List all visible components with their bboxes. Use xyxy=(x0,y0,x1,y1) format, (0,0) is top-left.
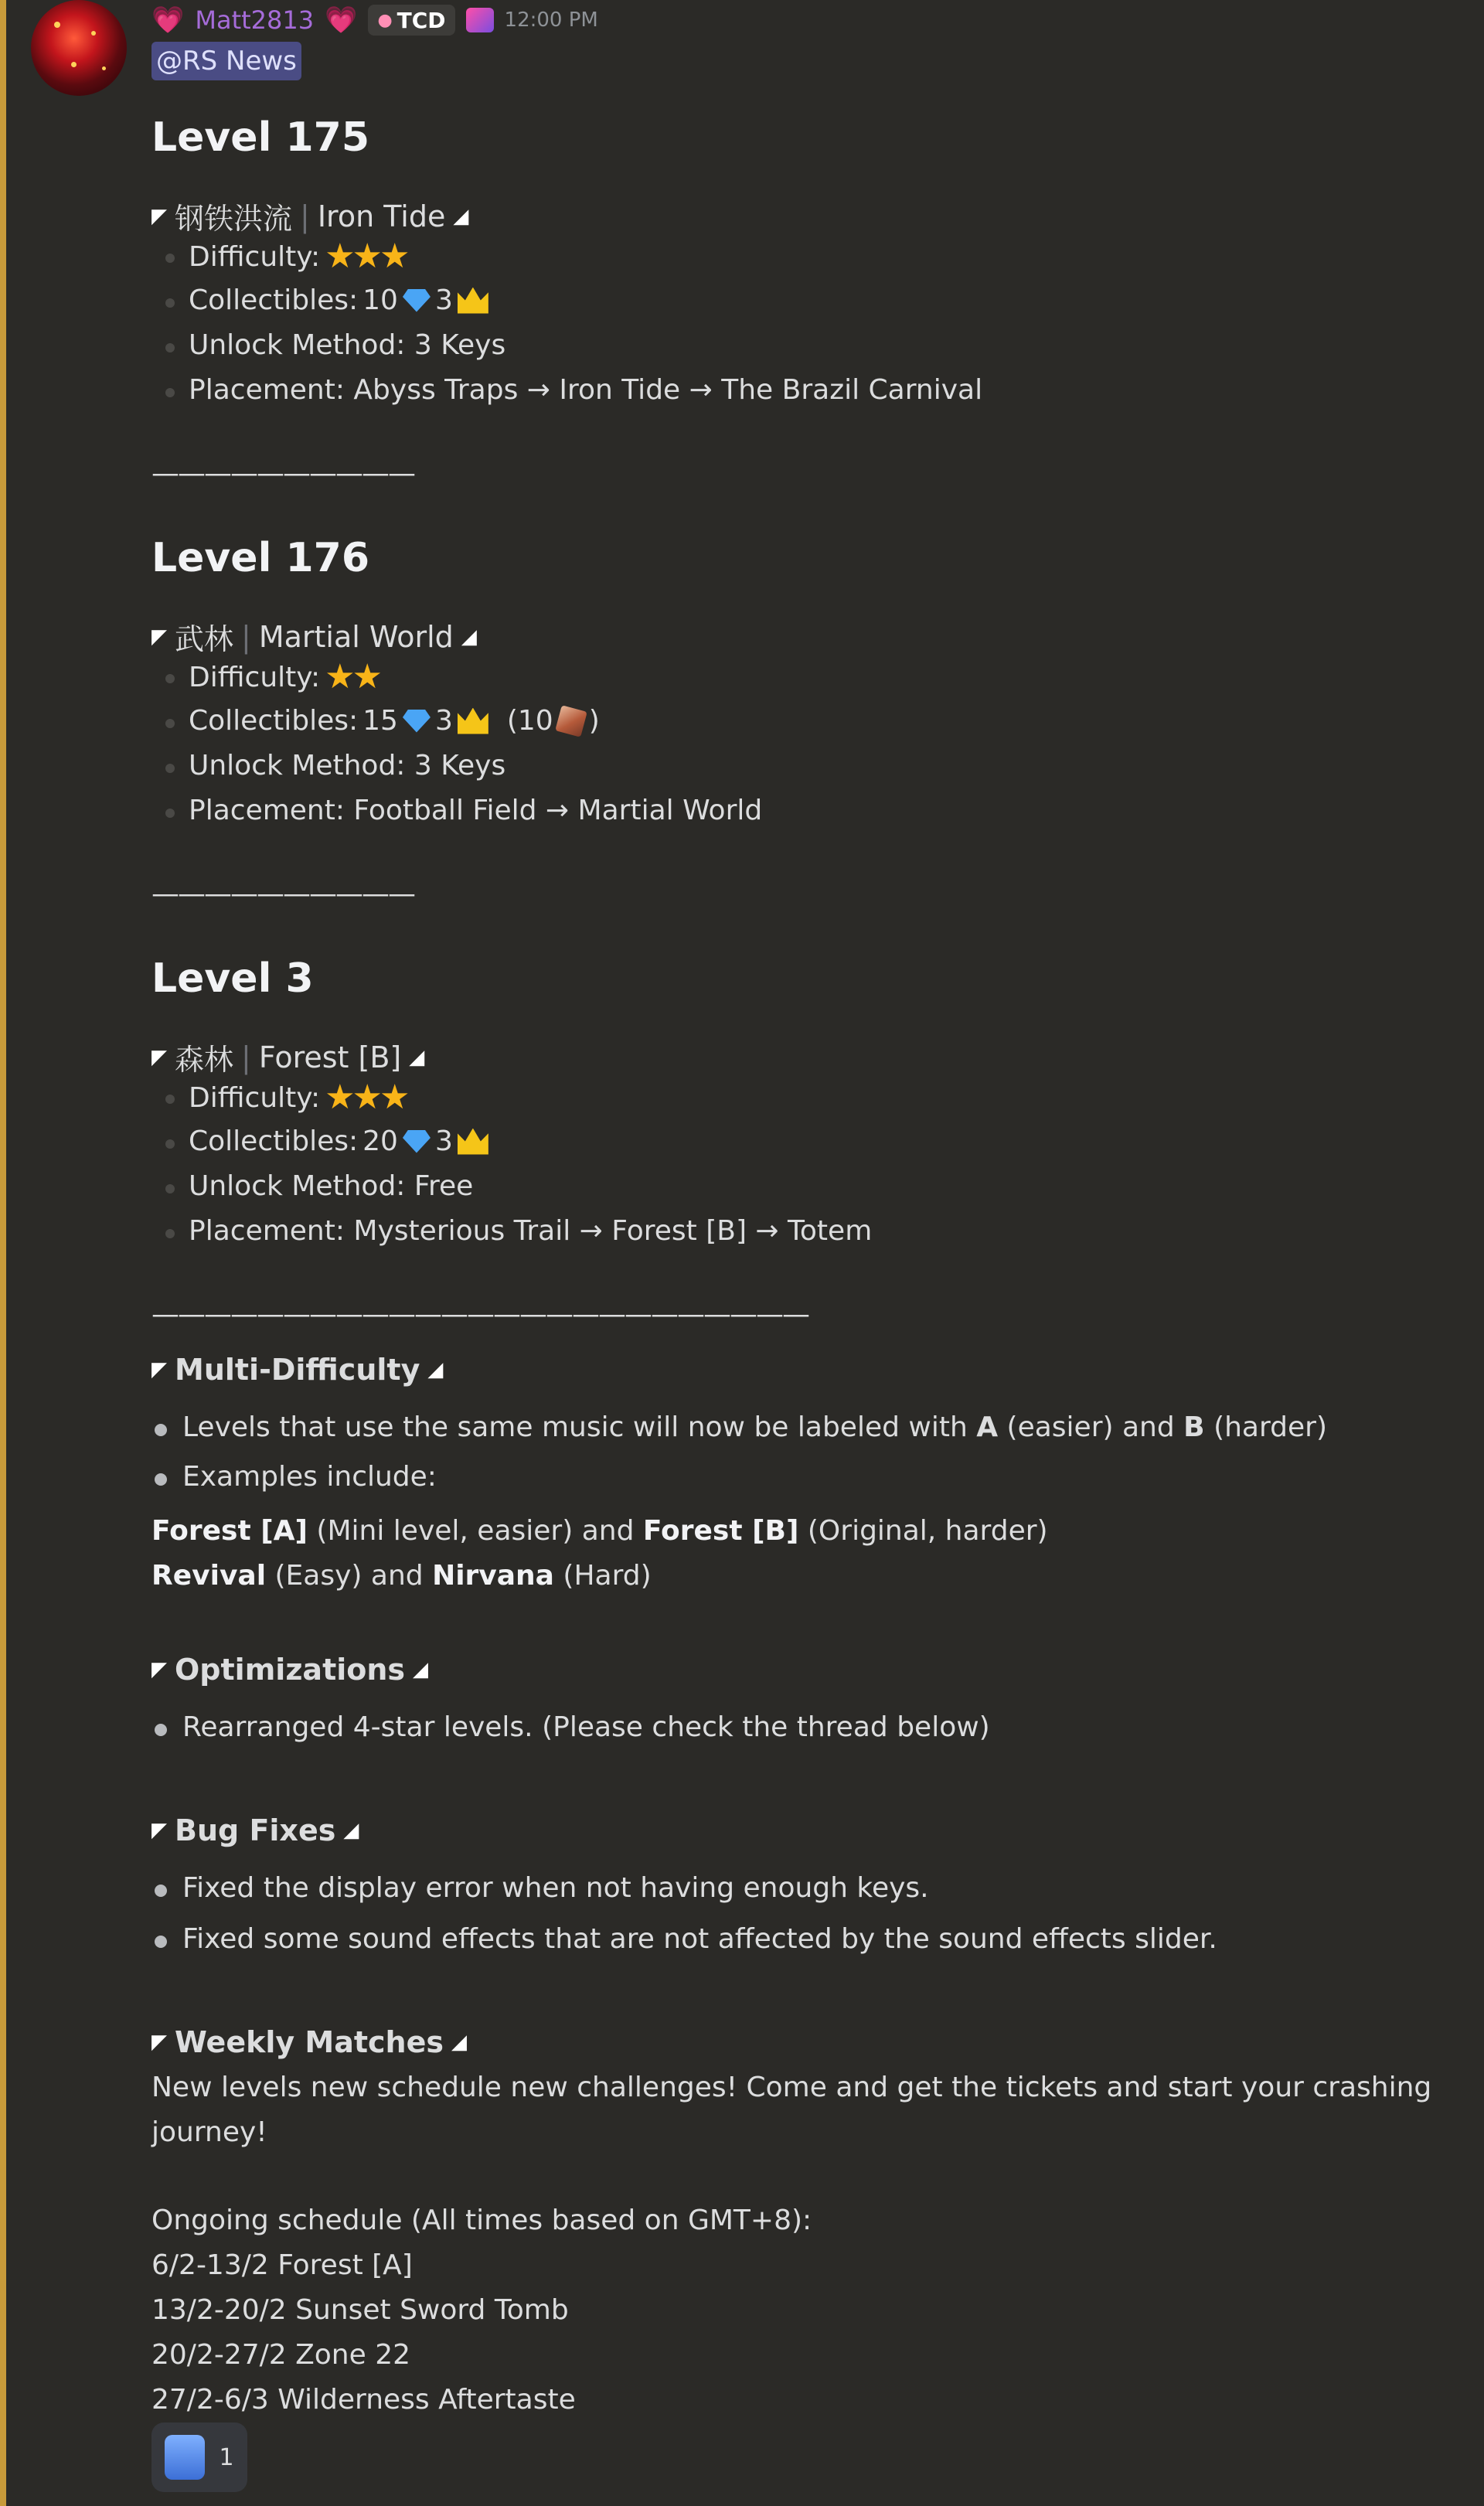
corner-left-icon: ◤ xyxy=(151,1045,167,1069)
difficulty-label: Difficulty: xyxy=(189,240,321,273)
placement-line: Placement: Abyss Traps → Iron Tide → The Brazil Carnival xyxy=(189,374,983,406)
section-title-optimizations xyxy=(151,1653,428,1687)
schedule-item: 13/2-20/2 Sunset Sword Tomb xyxy=(151,2294,569,2326)
collectibles-label: Collectibles: xyxy=(189,1125,359,1157)
difficulty-label: Difficulty: xyxy=(189,661,321,693)
level-title: Level 175 xyxy=(151,114,370,161)
level-name-cn: 森林 xyxy=(175,1043,234,1077)
text: (Hard) xyxy=(553,1560,652,1592)
extra-close: ) xyxy=(588,705,600,737)
collectibles-label: Collectibles: xyxy=(189,284,359,316)
unlock-line: Unlock Method: 3 Keys xyxy=(189,329,506,361)
divider: ————————————————————————— xyxy=(151,1299,808,1330)
gem-count: 15 xyxy=(362,705,398,737)
difficulty-label: Difficulty: xyxy=(189,1081,321,1114)
star-icon: ★★ xyxy=(325,657,380,696)
message-header xyxy=(151,3,598,37)
avatar[interactable] xyxy=(31,0,127,96)
corner-left-icon: ◤ xyxy=(151,204,167,228)
list-marker xyxy=(165,343,175,352)
reaction-button[interactable] xyxy=(151,2423,247,2492)
star-icon: ★★★ xyxy=(325,1078,407,1117)
list-item: Fixed some sound effects that are not affected by the sound effects slider. xyxy=(182,1923,1217,1955)
corner-left-icon: ◤ xyxy=(151,1658,167,1681)
corner-right-icon: ◢ xyxy=(409,1045,425,1069)
level-name-cn: 钢铁洪流 xyxy=(175,202,293,236)
corner-right-icon: ◢ xyxy=(427,1358,444,1381)
collectibles-line xyxy=(189,1125,488,1157)
level-subtitle xyxy=(151,1036,424,1078)
extra-open: (10 xyxy=(506,705,553,737)
section-title: Multi-Difficulty xyxy=(175,1353,420,1387)
bold-text: Nirvana xyxy=(432,1560,554,1592)
bullet-icon xyxy=(155,1724,167,1736)
bold-text: Forest [B] xyxy=(642,1515,799,1547)
schedule-item: 20/2-27/2 Zone 22 xyxy=(151,2339,411,2371)
reaction-count: 1 xyxy=(219,2443,234,2471)
separator: | xyxy=(241,619,251,654)
bullet-icon xyxy=(155,1936,167,1948)
section-title-weekly-matches xyxy=(151,2025,467,2059)
bullet-icon xyxy=(155,1473,167,1486)
paragraph-line: New levels new schedule new challenges! Come and get the tickets and start your crashing xyxy=(151,2072,1432,2103)
crown-count: 3 xyxy=(434,1125,453,1157)
heart-icon: 💗 xyxy=(151,5,185,36)
diamond-icon xyxy=(403,710,431,733)
star-icon: ★★★ xyxy=(325,237,407,276)
example-line xyxy=(151,1515,1048,1547)
username[interactable]: Matt2813 xyxy=(195,5,315,35)
crown-icon xyxy=(458,708,488,734)
corner-right-icon: ◢ xyxy=(413,1658,429,1681)
list-marker xyxy=(165,1139,175,1149)
section-title: Optimizations xyxy=(175,1653,406,1687)
collectibles-line xyxy=(189,284,488,316)
separator: | xyxy=(300,199,310,233)
text: (easier) and xyxy=(998,1411,1184,1443)
bold-text: Revival xyxy=(151,1560,267,1592)
list-marker xyxy=(165,388,175,397)
text: (Easy) and xyxy=(266,1560,433,1592)
section-title-multi-difficulty xyxy=(151,1353,443,1387)
box-icon xyxy=(555,705,587,737)
list-marker xyxy=(165,719,175,728)
text: (Mini level, easier) and xyxy=(307,1515,643,1547)
crown-icon xyxy=(458,288,488,314)
bold-text: A xyxy=(976,1411,999,1443)
list-item: Rearranged 4-star levels. (Please check the thread below) xyxy=(182,1711,990,1743)
bold-text: B xyxy=(1183,1411,1205,1443)
server-tag-label: TCD xyxy=(397,7,446,33)
list-marker xyxy=(165,674,175,683)
bold-text: Forest [A] xyxy=(151,1515,308,1547)
example-line xyxy=(151,1560,652,1592)
schedule-item: 27/2-6/3 Wilderness Aftertaste xyxy=(151,2384,576,2416)
gem-count: 20 xyxy=(362,1125,398,1157)
corner-left-icon: ◤ xyxy=(151,625,167,649)
gem-count: 10 xyxy=(362,284,398,316)
schedule-item: 6/2-13/2 Forest [A] xyxy=(151,2249,413,2281)
level-title: Level 176 xyxy=(151,535,370,581)
list-marker xyxy=(165,1229,175,1238)
corner-left-icon: ◤ xyxy=(151,1819,167,1842)
heart-badge-icon: ● xyxy=(377,10,393,30)
robot-icon xyxy=(165,2435,205,2480)
crown-count: 3 xyxy=(434,705,453,737)
corner-left-icon: ◤ xyxy=(151,2031,167,2054)
role-mention[interactable]: @RS News xyxy=(151,42,301,80)
level-name-en: Martial World xyxy=(258,619,454,654)
schedule-header: Ongoing schedule (All times based on GMT+8): xyxy=(151,2205,812,2236)
section-title-bug-fixes xyxy=(151,1813,359,1847)
list-item xyxy=(182,1411,1327,1443)
divider: —————————— xyxy=(151,458,414,489)
level-name-en: Iron Tide xyxy=(317,199,446,233)
heart-icon: 💗 xyxy=(325,5,358,36)
diamond-icon xyxy=(403,289,431,312)
section-title: Weekly Matches xyxy=(175,2025,444,2059)
paragraph-line: journey! xyxy=(151,2116,267,2148)
diamond-icon xyxy=(403,1130,431,1153)
level-subtitle xyxy=(151,195,468,237)
level-title: Level 3 xyxy=(151,955,314,1002)
list-marker xyxy=(165,1095,175,1104)
message xyxy=(31,0,1469,2506)
difficulty-line xyxy=(189,1078,407,1117)
server-tag[interactable] xyxy=(368,5,454,36)
collectibles-line xyxy=(189,705,600,737)
list-item: Fixed the display error when not having enough keys. xyxy=(182,1872,929,1904)
bullet-icon xyxy=(155,1885,167,1897)
text: Levels that use the same music will now be labeled with xyxy=(182,1411,977,1443)
collectibles-label: Collectibles: xyxy=(189,705,359,737)
text: (Original, harder) xyxy=(798,1515,1048,1547)
message-highlight-bar xyxy=(0,0,6,2506)
list-marker xyxy=(165,298,175,308)
unlock-line: Unlock Method: 3 Keys xyxy=(189,750,506,781)
corner-right-icon: ◢ xyxy=(343,1819,359,1842)
list-marker xyxy=(165,809,175,818)
role-badge-icon[interactable] xyxy=(466,8,494,32)
list-marker xyxy=(165,764,175,773)
corner-left-icon: ◤ xyxy=(151,1358,167,1381)
bullet-icon xyxy=(155,1424,167,1436)
crown-icon xyxy=(458,1129,488,1155)
text: (harder) xyxy=(1204,1411,1328,1443)
difficulty-line xyxy=(189,657,380,696)
corner-right-icon: ◢ xyxy=(453,204,469,228)
level-name-en: Forest [B] xyxy=(258,1040,402,1074)
unlock-line: Unlock Method: Free xyxy=(189,1170,474,1202)
placement-line: Placement: Mysterious Trail → Forest [B] → Totem xyxy=(189,1215,873,1247)
list-marker xyxy=(165,1184,175,1193)
corner-right-icon: ◢ xyxy=(461,625,477,649)
difficulty-line xyxy=(189,237,407,276)
level-subtitle xyxy=(151,615,477,658)
timestamp[interactable]: 12:00 PM xyxy=(504,9,598,32)
placement-line: Placement: Football Field → Martial World xyxy=(189,795,763,826)
corner-right-icon: ◢ xyxy=(451,2031,467,2054)
divider: —————————— xyxy=(151,878,414,910)
separator: | xyxy=(241,1040,251,1074)
list-item: Examples include: xyxy=(182,1461,437,1493)
crown-count: 3 xyxy=(434,284,453,316)
list-marker xyxy=(165,254,175,263)
section-title: Bug Fixes xyxy=(175,1813,336,1847)
level-name-cn: 武林 xyxy=(175,622,234,656)
